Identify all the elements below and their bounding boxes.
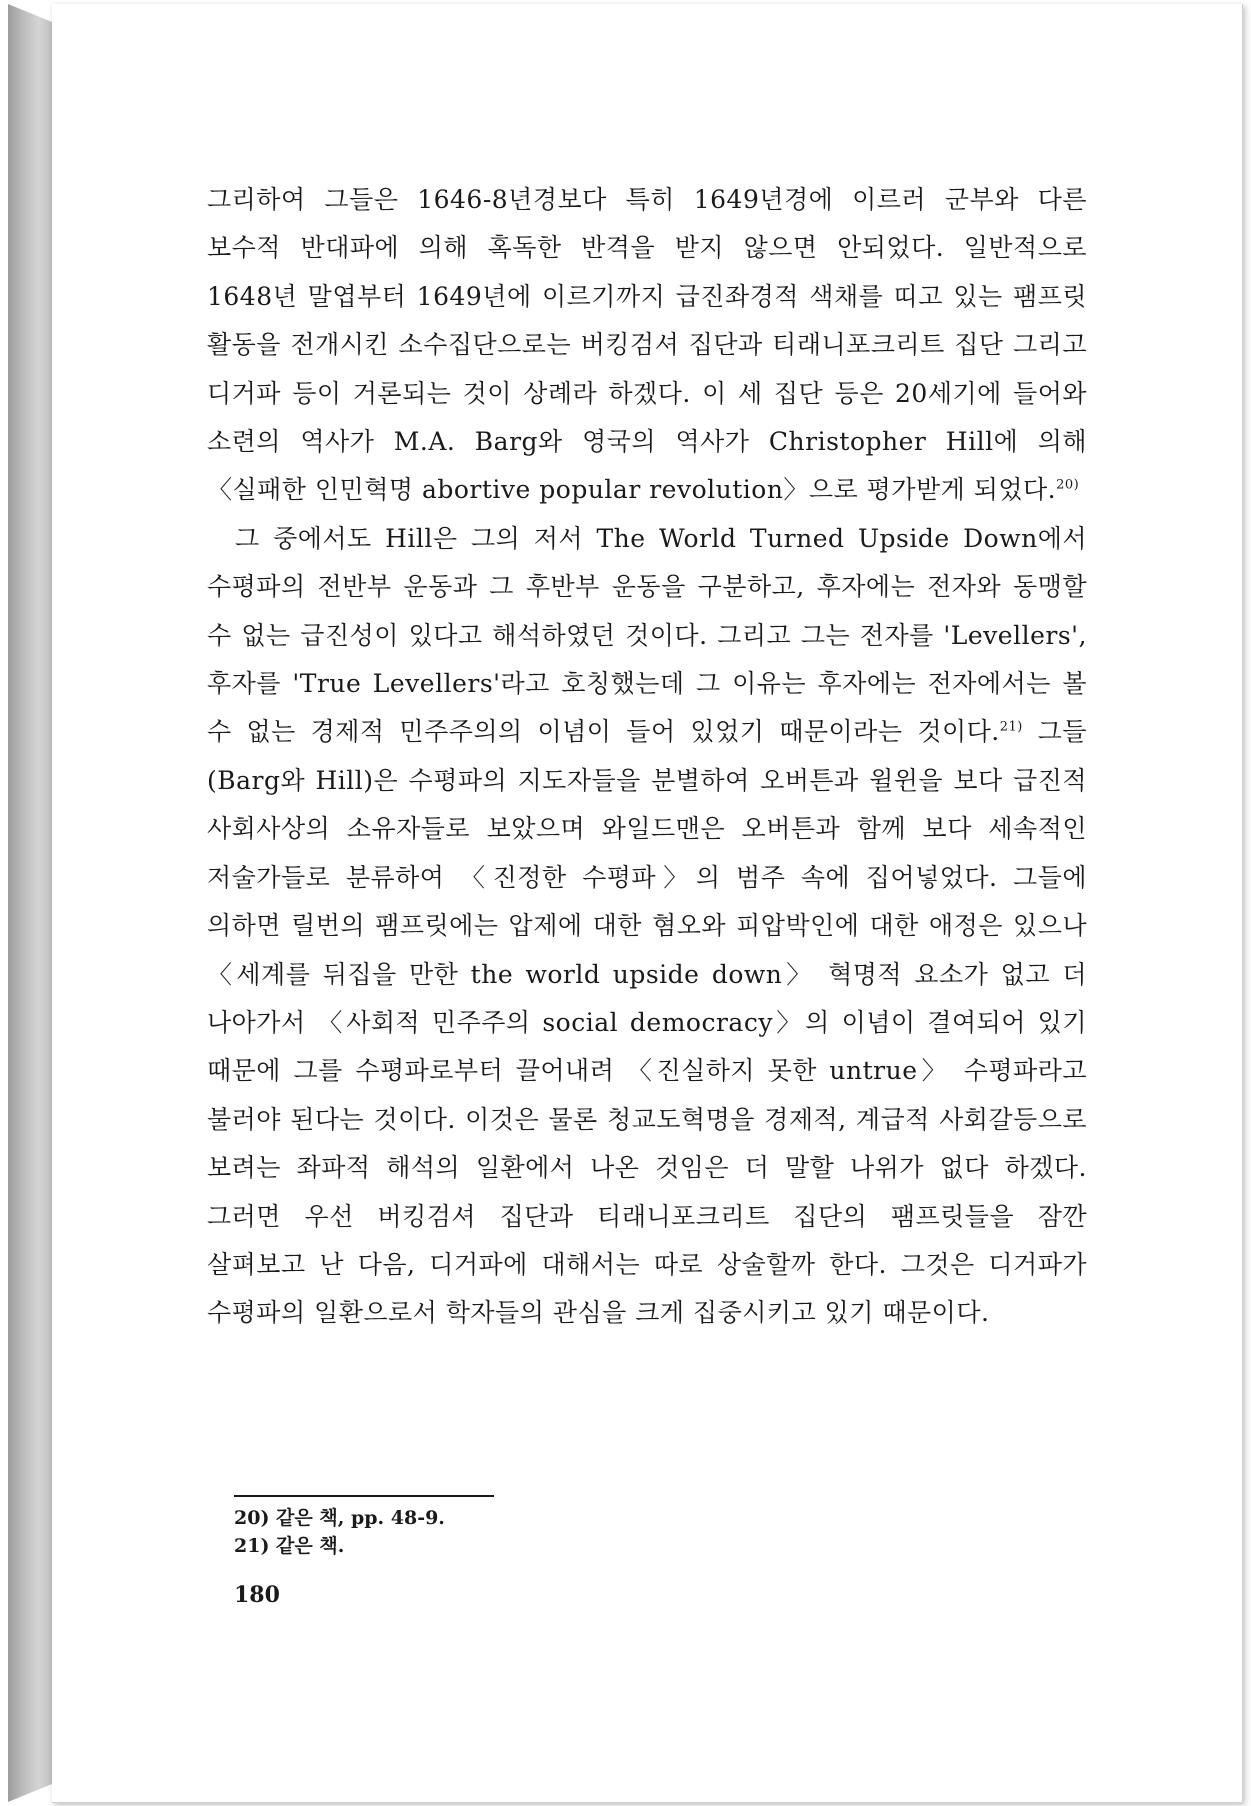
book-spine-edge xyxy=(8,4,52,1802)
footnote-20: 20) 같은 책, pp. 48-9. xyxy=(234,1507,445,1529)
paragraph-2 xyxy=(207,515,1087,1338)
footnote-divider xyxy=(234,1495,494,1497)
page-number: 180 xyxy=(234,1582,280,1608)
paragraph-1 xyxy=(207,176,1087,515)
paragraph-1-text: 그리하여 그들은 1646-8년경보다 특히 1649년경에 이르러 군부와 다른 보수적 반대파에 의해 혹독한 반격을 받지 않으면 안되었다. 일반적으로 1648년 말엽부터 1649년에 이르기까지 급진좌경적 색채를 띠고 있는 팸프릿 활동을 전개시킨 소수집단으로는 버킹검셔 집단과 티래니포크리트 집단 그리고 디거파 등이 거론되는 것이 상례라 하겠다. 이 세 집단 등은 20세기에 들어와 소련의 역사가 M.A. Barg와 영국의 역사가 Christopher Hill에 의해 〈실패한 인민혁명 abortive popular revolution〉으로 평가받게 되었다. xyxy=(207,185,1087,505)
paragraph-2-text: 그 중에서도 Hill은 그의 저서 The World Turned Upside Down에서 수평파의 전반부 운동과 그 후반부 운동을 구분하고, 후자에는 전자와 동맹할 수 없는 급진성이 있다고 해석하였던 것이다. 그리고 그는 전자를 'Levellers', 후자를 'True Levellers'라고 호칭했는데 그 이유는 후자에는 전자에서는 볼 수 없는 경제적 민주주의의 이념이 들어 있었기 때문이라는 것이다. xyxy=(207,523,1087,747)
footnote-21: 21) 같은 책. xyxy=(234,1535,345,1557)
paragraph-3-text: 그들(Barg와 Hill)은 수평파의 지도자들을 분별하여 오버튼과 윌윈을 보다 급진적 사회사상의 소유자들로 보았으며 와일드맨은 오버튼과 함께 보다 세속적인 저술가들로 분류하여 〈진정한 수평파〉의 범주 속에 집어넣었다. 그들에 의하면 릴번의 팸프릿에는 압제에 대한 혐오와 피압박인에 대한 애정은 있으나 〈세계를 뒤집을 만한 the world upside down〉 혁명적 요소가 없고 더 나아가서 〈사회적 민주주의 social democracy〉의 이념이 결여되어 있기 때문에 그를 수평파로부터 끌어내려 〈진실하지 못한 untrue〉 수평파라고 불러야 된다는 것이다. 이것은 물론 청교도혁명을 경제적, 계급적 사회갈등으로 보려는 좌파적 해석의 일환에서 나온 것임은 더 말할 나위가 없다 하겠다. 그러면 우선 버킹검셔 집단과 티래니포크리트 집단의 팸프릿들을 잠깐 살펴보고 난 다음, 디거파에 대해서는 따로 상술할까 한다. 그것은 디거파가 수평파의 일환으로서 학자들의 관심을 크게 집중시키고 있기 때문이다. xyxy=(207,717,1087,1328)
footnotes xyxy=(234,1504,445,1560)
footnote-marker-21: 21) xyxy=(999,720,1023,736)
body-text xyxy=(207,176,1087,1338)
footnote-marker-20: 20) xyxy=(1056,478,1080,494)
